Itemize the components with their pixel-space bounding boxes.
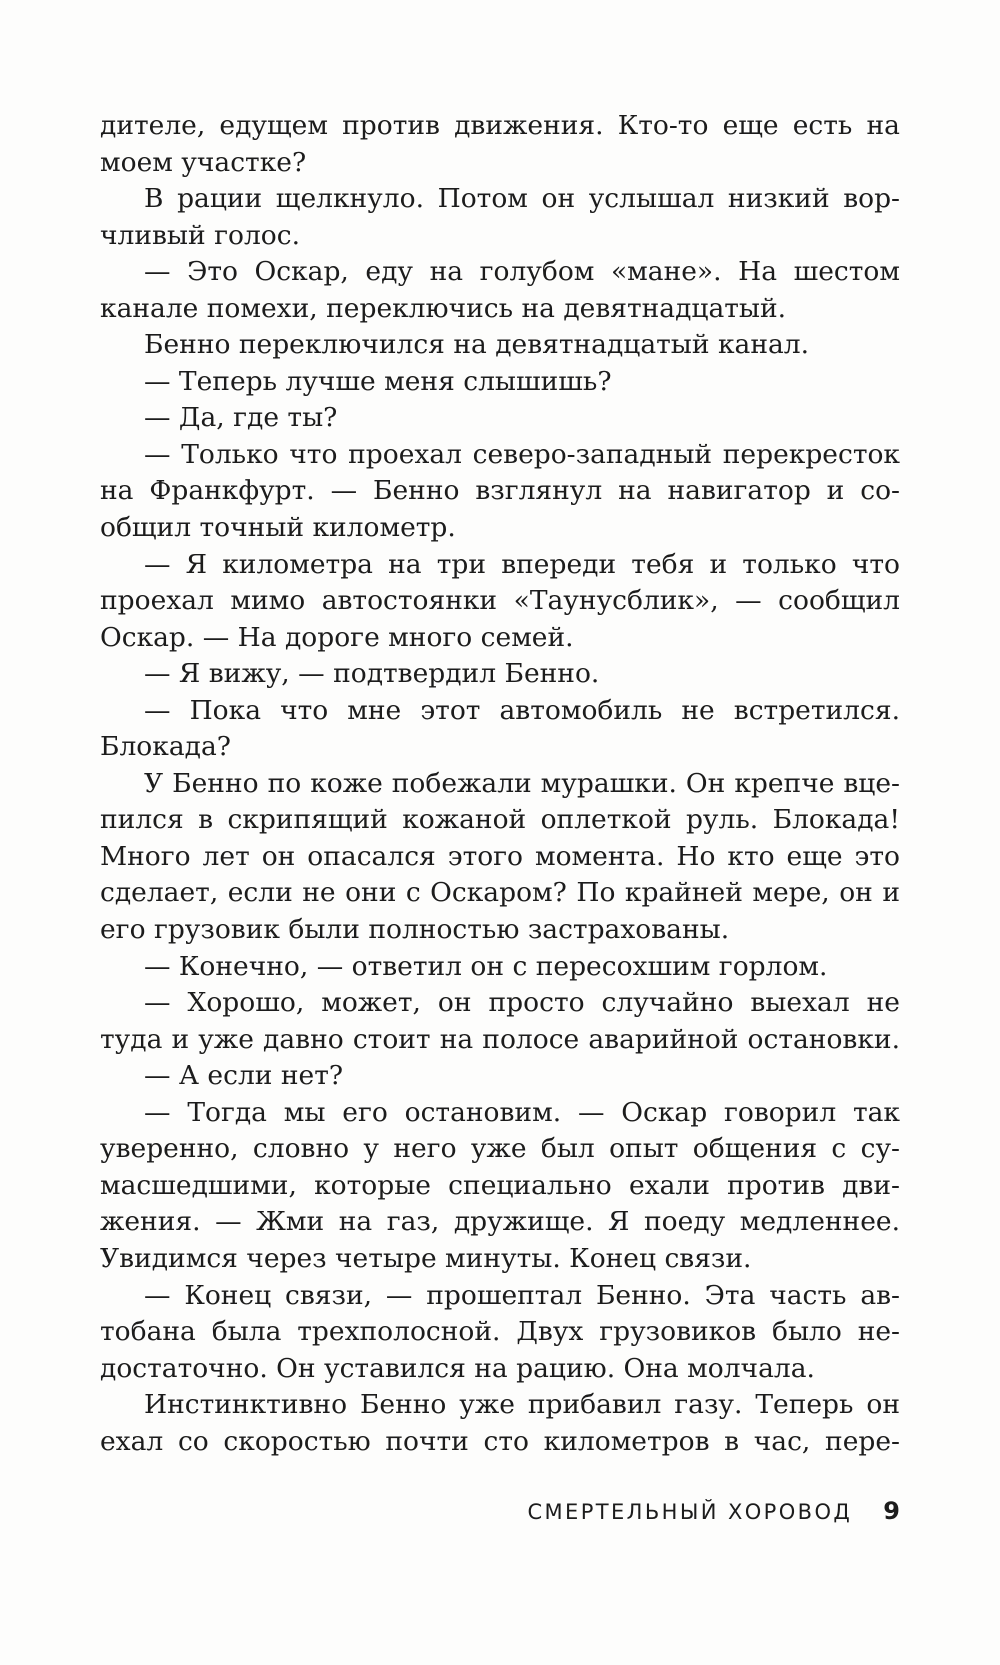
text-line: достаточно. Он уставился на рацию. Она молчала.: [100, 1352, 815, 1384]
text-line: — Хорошо, может, он просто случайно выехал не: [144, 987, 900, 1019]
text-line: жения. — Жми на газ, дружище. Я поеду медленнее.: [100, 1206, 900, 1238]
text-line: Увидимся через четыре минуты. Конец связи.: [100, 1242, 752, 1274]
text-line: — Конец связи, — прошептал Бенно. Эта часть ав-: [144, 1279, 900, 1311]
text-line: Много лет он опасался этого момента. Но кто еще это: [100, 840, 900, 872]
text-line: ехал со скоростью почти сто километров в час, пере-: [100, 1425, 900, 1457]
text-line: туда и уже давно стоит на полосе аварийной остановки.: [100, 1023, 900, 1055]
text-line: У Бенно по коже побежали мурашки. Он крепче вце-: [144, 767, 900, 799]
text-line: на Франкфурт. — Бенно взглянул на навигатор и со-: [100, 475, 900, 507]
page-number: 9: [883, 1497, 900, 1525]
text-line: масшедшими, которые специально ехали против дви-: [100, 1169, 900, 1201]
text-line: — А если нет?: [144, 1060, 344, 1092]
text-line: моем участке?: [100, 146, 307, 178]
running-title: СМЕРТЕЛЬНЫЙ ХОРОВОД: [527, 1500, 853, 1524]
text-line: канале помехи, переключись на девятнадцатый.: [100, 292, 787, 324]
text-line: — Тогда мы его остановим. — Оскар говорил так: [144, 1096, 900, 1128]
body-text: [100, 108, 900, 1460]
text-line: — Пока что мне этот автомобиль не встретился.: [144, 694, 900, 726]
text-line: Бенно переключился на девятнадцатый канал.: [144, 329, 810, 361]
text-line: пился в скрипящий кожаной оплеткой руль. Блокада!: [100, 804, 900, 836]
text-line: сделает, если не они с Оскаром? По крайней мере, он и: [100, 877, 900, 909]
text-line: — Да, где ты?: [144, 402, 338, 434]
text-line: — Я вижу, — подтвердил Бенно.: [144, 658, 600, 690]
text-line: — Я километра на три впереди тебя и только что: [144, 548, 900, 580]
text-line: уверенно, словно у него уже был опыт общения с су-: [100, 1133, 900, 1165]
text-line: общил точный километр.: [100, 512, 456, 544]
text-line: — Теперь лучше меня слышишь?: [144, 365, 612, 397]
text-line: чливый голос.: [100, 219, 301, 251]
text-line: В рации щелкнуло. Потом он услышал низкий вор-: [144, 183, 900, 215]
text-line: Инстинктивно Бенно уже прибавил газу. Теперь он: [144, 1389, 900, 1421]
text-line: его грузовик были полностью застрахованы.: [100, 914, 730, 946]
text-line: тобана была трехполосной. Двух грузовиков было не-: [100, 1316, 900, 1348]
page-footer: [527, 1493, 900, 1529]
text-line: дителе, едущем против движения. Кто-то еще есть на: [100, 110, 900, 141]
text-line: Оскар. — На дороге много семей.: [100, 621, 574, 653]
text-line: — Это Оскар, еду на голубом «мане». На шестом: [144, 256, 900, 288]
text-line: Блокада?: [100, 731, 231, 763]
text-line: проехал мимо автостоянки «Таунусблик», — сообщил: [100, 585, 900, 617]
text-line: — Только что проехал северо-западный перекресток: [144, 438, 900, 470]
text-line: — Конечно, — ответил он с пересохшим горлом.: [144, 950, 828, 982]
